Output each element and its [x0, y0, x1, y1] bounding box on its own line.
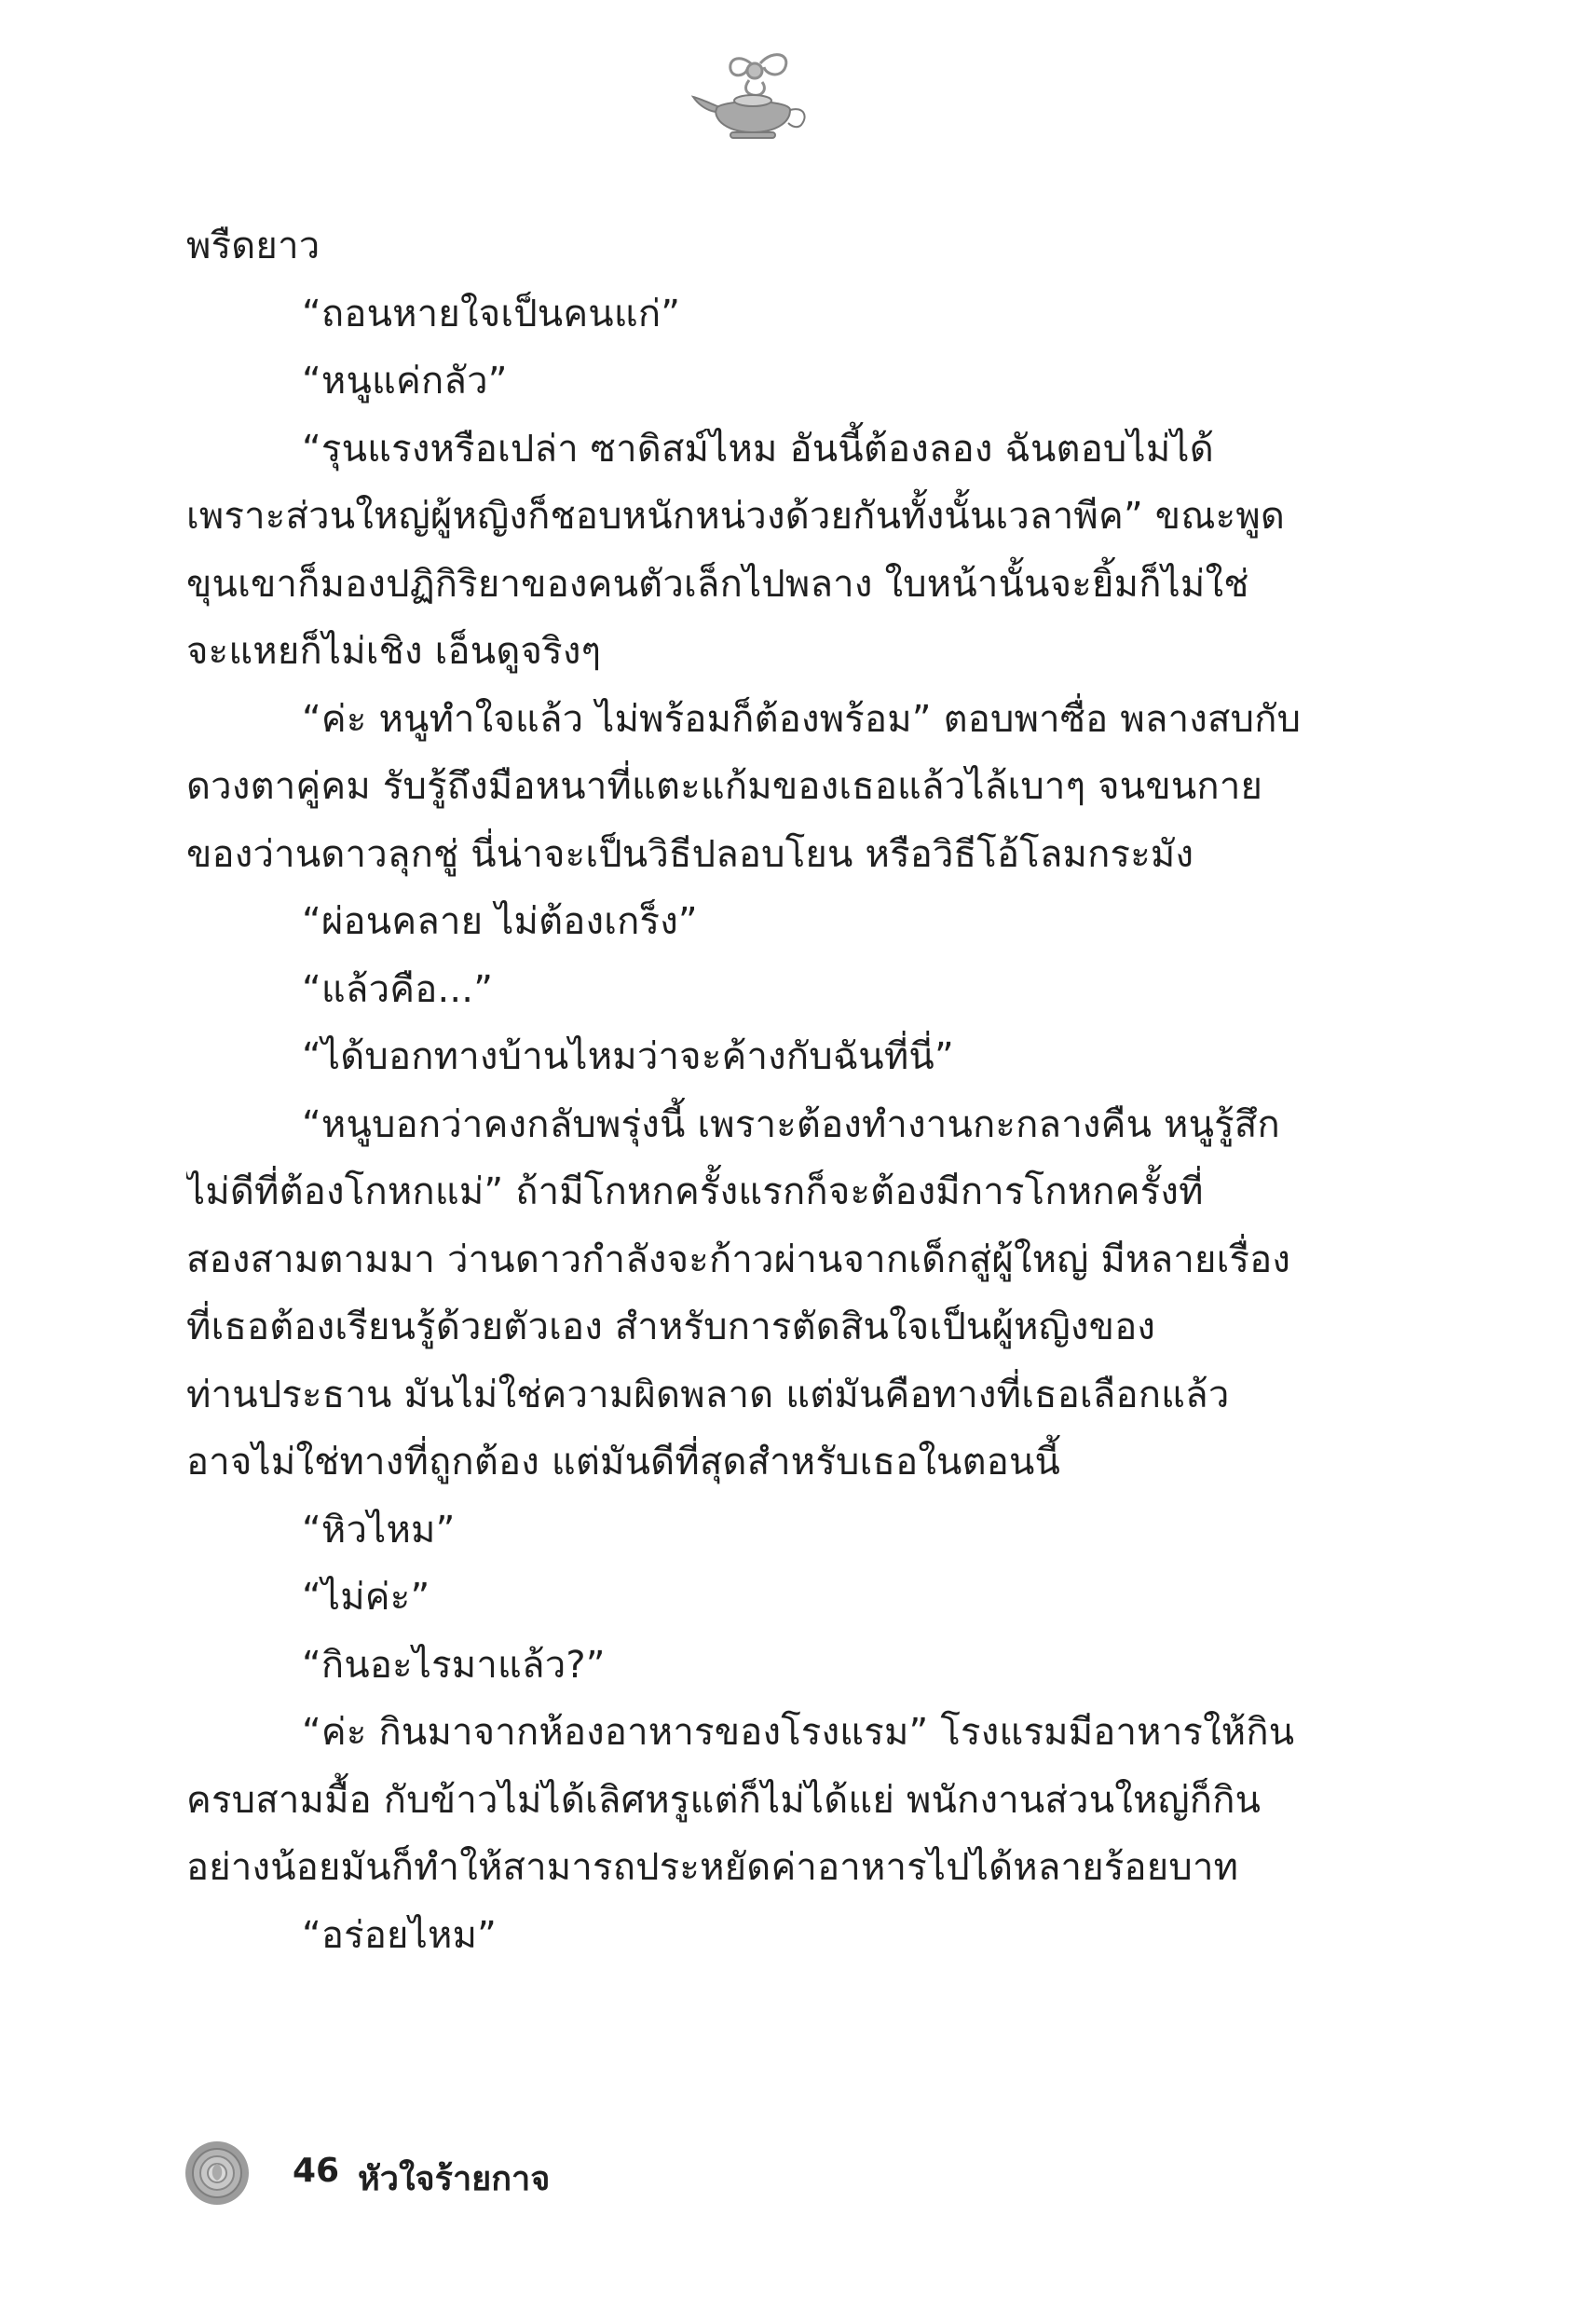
- text-line: ขุนเขาก็มองปฏิกิริยาของคนตัวเล็กไปพลาง ใบหน้านั้นจะยิ้มก็ไม่ใช่: [186, 562, 1249, 606]
- cupid-teapot-ornament-icon: [688, 45, 818, 147]
- text-line: สองสามตามมา ว่านดาวกำลังจะก้าวผ่านจากเด็กสู่ผู้ใหญ่ มีหลายเรื่อง: [186, 1238, 1291, 1281]
- book-title: หัวใจร้ายกาจ: [358, 2160, 551, 2198]
- text-line: “หนูแค่กลัว”: [302, 360, 508, 403]
- text-line: เพราะส่วนใหญ่ผู้หญิงก็ชอบหนักหน่วงด้วยกันทั้งนั้นเวลาพีค” ขณะพูด: [186, 495, 1286, 538]
- text-line: ท่านประธาน มันไม่ใช่ความผิดพลาด แต่มันคือทางที่เธอเลือกแล้ว: [186, 1373, 1230, 1416]
- text-line: อย่างน้อยมันก็ทำให้สามารถประหยัดค่าอาหารไปได้หลายร้อยบาท: [186, 1846, 1239, 1889]
- text-line: “ค่ะ กินมาจากห้องอาหารของโรงแรม” โรงแรมมีอาหารให้กิน: [302, 1711, 1295, 1754]
- rose-icon: [183, 2139, 252, 2208]
- text-line: “ไม่ค่ะ”: [302, 1576, 430, 1619]
- page-footer: [183, 2139, 835, 2213]
- text-line: ดวงตาคู่คม รับรู้ถึงมือหนาที่แตะแก้มของเธอแล้วไล้เบาๆ จนขนกาย: [186, 765, 1263, 808]
- text-line: “ถอนหายใจเป็นคนแก่”: [302, 292, 681, 335]
- body-text: [186, 212, 1323, 1969]
- text-line: “รุนแรงหรือเปล่า ซาดิสม์ไหม อันนี้ต้องลอง ฉันตอบไม่ได้: [302, 427, 1214, 471]
- text-line: “หิวไหม”: [302, 1508, 456, 1552]
- text-line: อาจไม่ใช่ทางที่ถูกต้อง แต่มันดีที่สุดสำหรับเธอในตอนนี้: [186, 1441, 1061, 1484]
- text-line: ไม่ดีที่ต้องโกหกแม่” ถ้ามีโกหกครั้งแรกก็จะต้องมีการโกหกครั้งที่: [186, 1170, 1204, 1213]
- text-line: “กินอะไรมาแล้ว?”: [302, 1643, 606, 1687]
- text-line: ของว่านดาวลุกชู่ นี่น่าจะเป็นวิธีปลอบโยน หรือวิธีโอ้โลมกระมัง: [186, 832, 1194, 876]
- text-line: “ได้บอกทางบ้านไหมว่าจะค้างกับฉันที่นี่”: [302, 1035, 954, 1078]
- text-line: ครบสามมื้อ กับข้าวไม่ได้เลิศหรูแต่ก็ไม่ได้แย่ พนักงานส่วนใหญ่ก็กิน: [186, 1778, 1262, 1822]
- page-number: 46: [293, 2152, 340, 2190]
- text-line: “ผ่อนคลาย ไม่ต้องเกร็ง”: [302, 900, 698, 943]
- text-line: ที่เธอต้องเรียนรู้ด้วยตัวเอง สำหรับการตัดสินใจเป็นผู้หญิงของ: [186, 1306, 1156, 1348]
- text-line: “อร่อยไหม”: [302, 1913, 498, 1957]
- text-line: พรืดยาว: [186, 225, 321, 267]
- text-line: “แล้วคือ...”: [302, 967, 494, 1011]
- text-line: “หนูบอกว่าคงกลับพรุ่งนี้ เพราะต้องทำงานกะกลางคืน หนูรู้สึก: [302, 1102, 1280, 1146]
- text-line: จะแหยก็ไม่เชิง เอ็นดูจริงๆ: [186, 630, 602, 673]
- text-line: “ค่ะ หนูทำใจแล้ว ไม่พร้อมก็ต้องพร้อม” ตอบพาซื่อ พลางสบกับ: [302, 697, 1302, 741]
